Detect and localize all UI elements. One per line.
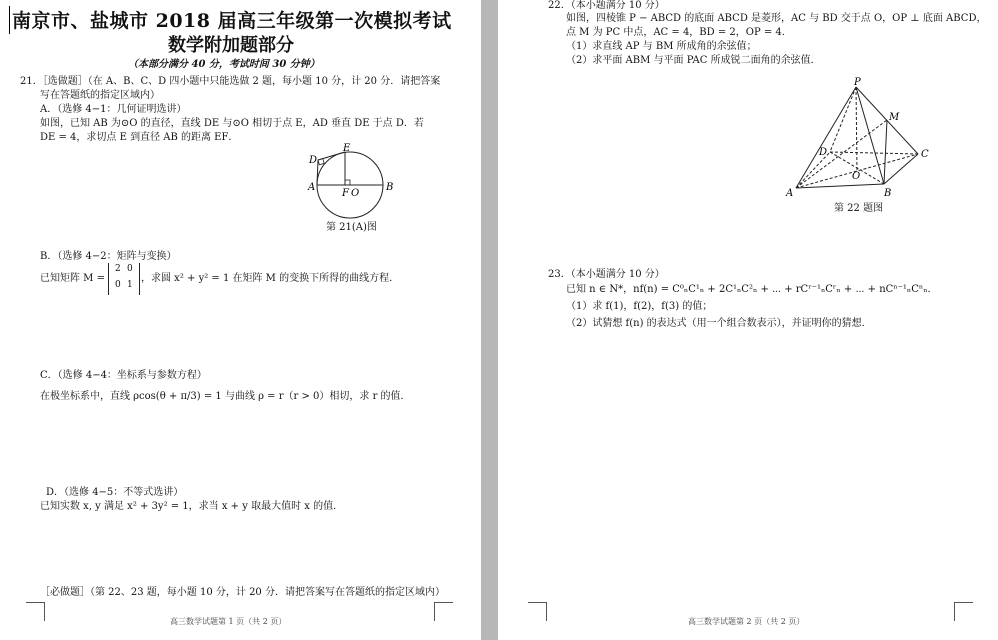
page-gutter: [481, 0, 498, 640]
q21b-title: B．（选修 4−2：矩阵与变换）: [40, 251, 177, 262]
edge-pd: [830, 87, 856, 152]
label-p: P: [854, 77, 861, 88]
q21c-body: 在极坐标系中，直线 ρcos(θ + π/3) = 1 与曲线 ρ = r（r > 0）相切，求 r 的值．: [40, 391, 411, 402]
label-f: F: [342, 188, 349, 199]
q23-part1: （1）求 f(1)，f(2)，f(3) 的值；: [566, 301, 713, 312]
exam-subtitle: 数学附加题部分: [168, 35, 294, 56]
q22-part2: （2）求平面 ABM 与平面 PAC 所成锐二面角的余弦值．: [566, 55, 821, 66]
label-b: B: [386, 182, 394, 193]
q21-header: 21．［选做题］（在 A、B、C、D 四小题中只能选做 2 题，每小题 10 分，计 20 分．请把答案: [20, 76, 441, 87]
label-d: D: [819, 147, 828, 158]
q21d-title: D．（选修 4−5：不等式选讲）: [46, 487, 184, 498]
segment-ad: [317, 160, 318, 185]
q22-body-cont: 点 M 为 PC 中点，AC = 4，BD = 2，OP = 4．: [566, 27, 792, 38]
page-footer: 高三数学试题第 1 页（共 2 页）: [170, 617, 287, 626]
q22-header: 22．（本小题满分 10 分）: [548, 0, 665, 11]
q23-part2: （2）试猜想 f(n) 的表达式（用一个组合数表示），并证明你的猜想．: [566, 318, 872, 329]
matrix-cell: 2: [115, 264, 121, 274]
q21-header-cont: 写在答题纸的指定区域内）: [40, 90, 160, 101]
exam-page-2: [498, 0, 998, 640]
label-o: O: [852, 171, 861, 182]
q22-body: 如图，四棱锥 P − ABCD 的底面 ABCD 是菱形，AC 与 BD 交于点 O，OP ⊥ 底面 ABCD，: [566, 13, 987, 24]
q23-header: 23．（本小题满分 10 分）: [548, 269, 665, 280]
fig21-caption: 第 21(A)图: [326, 222, 377, 233]
fig22-caption: 第 22 题图: [834, 203, 884, 214]
edge-dc: [830, 152, 918, 154]
label-a: A: [786, 188, 794, 199]
edge-pa: [796, 87, 856, 188]
q21b-body-post: ，求圆 x² + y² = 1 在矩阵 M 的变换下所得的曲线方程．: [141, 273, 400, 284]
label-m: M: [889, 112, 900, 123]
crop-mark: [434, 602, 453, 621]
matrix-cell: 1: [127, 280, 133, 290]
exam-note: （本部分满分 40 分，考试时间 30 分钟）: [128, 59, 320, 70]
height-po: [856, 87, 857, 170]
matrix-m: [108, 263, 140, 295]
crop-mark: [26, 602, 45, 621]
crop-mark: [954, 602, 973, 621]
matrix-cell: 0: [115, 280, 121, 290]
text-cursor: [9, 6, 10, 34]
edge-bc: [884, 154, 918, 184]
label-b: B: [884, 188, 892, 199]
figure-21a: [300, 140, 410, 220]
matrix-cell: 0: [127, 264, 133, 274]
q23-body: 已知 n ∈ N*，nf(n) = C⁰ₙC¹ₙ + 2C¹ₙC²ₙ + ⋯ + rCʳ⁻¹ₙCʳₙ + ⋯ + nCⁿ⁻¹ₙCⁿₙ．: [566, 284, 938, 295]
q22-part1: （1）求直线 AP 与 BM 所成角的余弦值；: [566, 41, 757, 52]
crop-mark: [528, 602, 547, 621]
figure-22-pyramid: [783, 75, 943, 205]
q21d-body: 已知实数 x, y 满足 x² + 3y² = 1，求当 x + y 取最大值时 x 的值．: [40, 501, 344, 512]
label-c: C: [921, 149, 929, 160]
q21a-body-cont: DE = 4，求切点 E 到直径 AB 的距离 EF．: [40, 132, 239, 143]
label-d: D: [309, 155, 318, 166]
exam-title: 南京市、盐城市 2018 届高三年级第一次模拟考试: [12, 10, 452, 32]
required-section-line: ［必做题］（第 22、23 题，每小题 10 分，计 20 分．请把答案写在答题纸的指定区域内）: [40, 587, 445, 598]
label-a: A: [308, 182, 316, 193]
label-o: O: [351, 188, 360, 199]
q21a-title: A．（选修 4−1：几何证明选讲）: [40, 104, 187, 115]
q21b-body-pre: 已知矩阵 M =: [40, 273, 105, 284]
q21a-body: 如图，已知 AB 为⊙O 的直径，直线 DE 与⊙O 相切于点 E，AD 垂直 DE 于点 D．若: [40, 118, 424, 129]
segment-bm: [884, 120, 887, 184]
edge-ab: [796, 184, 884, 188]
page-footer: 高三数学试题第 2 页（共 2 页）: [688, 617, 805, 626]
q21c-title: C．（选修 4−4：坐标系与参数方程）: [40, 370, 207, 381]
label-e: E: [343, 143, 351, 154]
exam-page-1: [0, 0, 481, 640]
right-angle-f: [345, 180, 350, 185]
